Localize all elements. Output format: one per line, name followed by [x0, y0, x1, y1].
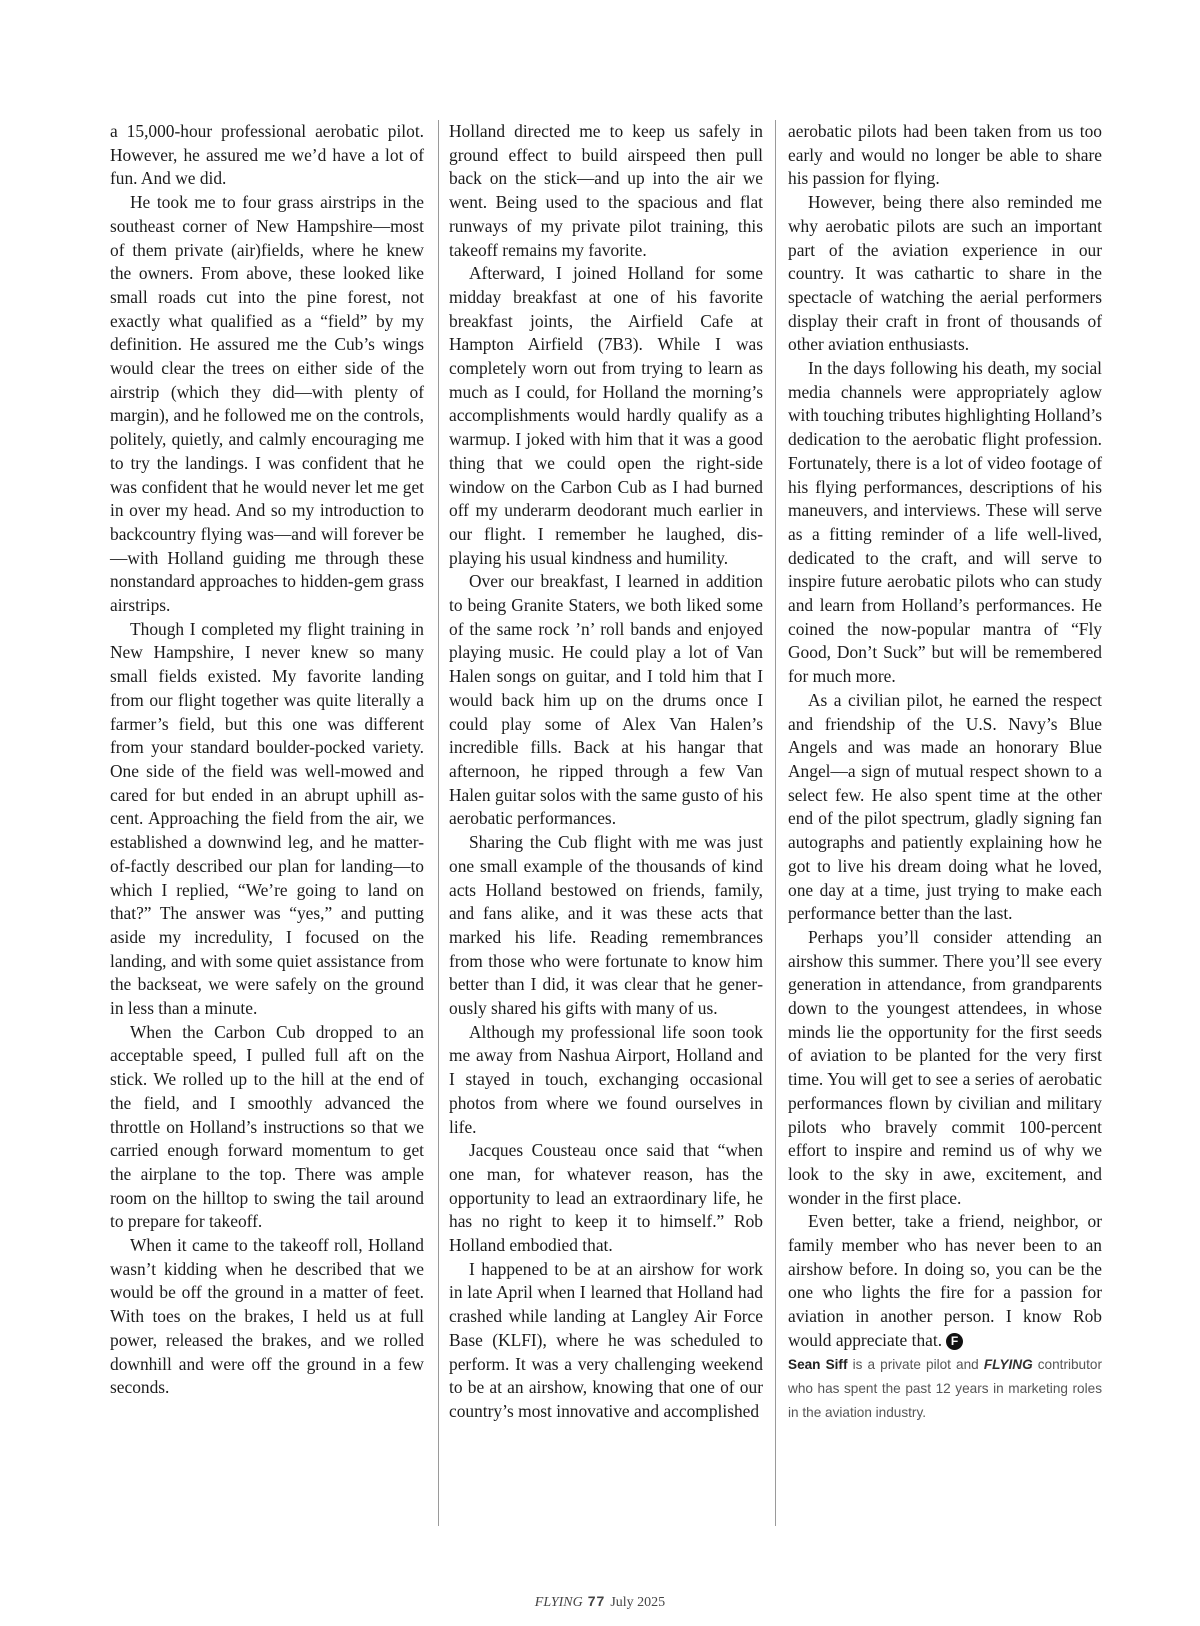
column-divider	[775, 120, 776, 1526]
article-paragraph: Although my professional life soon took me away from Nashua Airport, Holland and I stayed in touch, exchanging occasional photos from where we found ourselves in life.	[449, 1021, 763, 1137]
article-paragraph: Over our breakfast, I learned in addition to being Granite Staters, we both liked some of the same rock ’n’ roll bands and enjoyed playing music. He could play a lot of Van Halen songs on guitar, and I told him that I would back him up on the drums once I could play some of Alex Van Halen’s incredible fills. Back at his hangar that afternoon, he ripped through a few Van Halen guitar solos with the same gusto of his aerobatic performances.	[449, 571, 763, 829]
article-paragraph: Afterward, I joined Holland for some midday breakfast at one of his favorite breakfast joints, the Airfield Cafe at Hampton Airfield (7B3). While I was completely worn out from trying to learn as much as I could, for Holland the morning’s accomplishments would hardly qualify as a warmup. I joked with him that it was a good thing that we could open the right-side window on the Carbon Cub as I had burned off my underarm deodorant much earlier in our flight. I remember he laughed, displaying his usual kindness and humility.	[449, 263, 763, 568]
flying-logo-icon: F	[946, 1333, 963, 1350]
bio-text: is a private pilot and	[847, 1356, 984, 1372]
article-paragraph: Holland directed me to keep us safely in ground effect to build airspeed then pull back on the stick—and up into the air we went. Being used to the spacious and flat runways of my private pilot training, this takeoff remains my favorite.	[449, 121, 763, 260]
article-column-3	[788, 120, 1102, 1425]
author-name: Sean Siff	[788, 1356, 848, 1372]
bio-text: contributor who has spent the past 12 years in marketing roles in the aviation industry.	[788, 1356, 1102, 1420]
article-paragraph: Perhaps you’ll consider attending an airshow this summer. There you’ll see every generation in attendance, from grandparents down to the youngest attendees, in whose minds lie the opportunity for the first seeds of aviation to be planted for the very first time. You will get to see a series of aerobatic performances flown by civilian and military pilots who bravely commit 100-percent effort to inspire and remind us of why we look to the sky in awe, excitement, and wonder in the first place.	[788, 926, 1102, 1208]
author-bio	[788, 1353, 1102, 1425]
article-paragraph: a 15,000-hour professional aerobatic pilot. However, he assured me we’d have a lot of fun. And we did.	[110, 121, 424, 189]
footer-publication: FLYING	[534, 1595, 583, 1610]
article-paragraph: He took me to four grass airstrips in the southeast corner of New Hampshire—most of them private (air)fields, where he knew the owners. From above, these looked like small roads cut into the pine forest, not exactly what qualified as a “field” by my definition. He assured me the Cub’s wings would clear the trees on either side of the airstrip (which they did—with plenty of margin), and he followed me on the controls, politely, quietly, and calmly encouraging me to try the landings. I was confident that he was confident that he would never let me get in over my head. And so my introduction to backcountry flying was—and will forever be—with Holland guiding me through these nonstandard approaches to hidden-gem grass airstrips.	[110, 192, 424, 616]
article-paragraph: I happened to be at an airshow for work in late April when I learned that Holland had crashed while landing at Langley Air Force Base (KLFI), where he was scheduled to perform. It was a very challenging weekend to be at an airshow, knowing that one of our country’s most innovative and accomplished	[449, 1258, 763, 1421]
column-divider	[438, 120, 439, 1526]
article-paragraph: As a civilian pilot, he earned the respect and friendship of the U.S. Navy’s Blue Angels and was made an honorary Blue Angel—a sign of mutual respect shown to a select few. He also spent time at the other end of the pilot spectrum, gladly signing fan autographs and patiently explaining how he got to live his dream doing what he loved, one day at a time, just trying to make each performance better than the last.	[788, 689, 1102, 924]
article-paragraph-final	[788, 1210, 1102, 1352]
article-paragraph: Jacques Cousteau once said that “when one man, for whatever reason, has the opportunity to lead an extraordinary life, he has no right to keep it to himself.” Rob Holland embodied that.	[449, 1140, 763, 1256]
page-number: 77	[587, 1593, 606, 1609]
article-column-2	[449, 120, 763, 1424]
article-paragraph: When it came to the takeoff roll, Holland wasn’t kidding when he described that we would be off the ground in a matter of feet. With toes on the brakes, I held us at full power, released the brakes, and we rolled downhill and were off the ground in a few seconds.	[110, 1235, 424, 1398]
article-paragraph: Though I completed my flight training in New Hampshire, I never knew so many small fields existed. My favorite landing from our flight together was quite literally a farmer’s field, but this one was different from your standard boulder-pocked variety. One side of the field was well-mowed and cared for but ended in an abrupt uphill ascent. Approaching the field from the air, we established a downwind leg, and he matter-of-factly described our plan for landing—to which I replied, “We’re going to land on that?” The answer was “yes,” and putting aside my incredulity, I focused on the landing, and with some quiet assistance from the backseat, we were safely on the ground in less than a minute.	[110, 618, 424, 1019]
article-paragraph-text: Even better, take a friend, neighbor, or family member who has never been to an airshow before. In doing so, you can be the one who lights the fire for a passion for aviation in another person. I know Rob would appreciate that.	[788, 1211, 1102, 1350]
article-paragraph: When the Carbon Cub dropped to an acceptable speed, I pulled full aft on the stick. We rolled up to the hill at the end of the field, and I smoothly advanced the throttle on Holland’s instructions so that we carried enough forward momentum to get the airplane to the top. There was ample room on the hilltop to swing the tail around to prepare for takeoff.	[110, 1021, 424, 1232]
article-paragraph: In the days following his death, my social media channels were appropriately aglow with touching tributes highlighting Holland’s dedication to the aerobatic flight profession. Fortunately, there is a lot of video footage of his flying performances, descriptions of his maneuvers, and interviews. These will serve as a fitting reminder of a life well-lived, dedicated to the craft, and will serve to inspire future aerobatic pilots who can study and learn from Holland’s performances. He coined the now-popular mantra of “Fly Good, Don’t Suck” but will be remembered for much more.	[788, 358, 1102, 687]
article-paragraph: aerobatic pilots had been taken from us too early and would no longer be able to share his passion for flying.	[788, 121, 1102, 189]
page-footer	[0, 1593, 1200, 1611]
article-paragraph: Sharing the Cub flight with me was just one small example of the thousands of kind acts Holland bestowed on friends, family, and fans alike, and it was these acts that marked his life. Reading remembrances from those who were fortunate to know him better than I did, it was clear that he generously shared his gifts with many of us.	[449, 832, 763, 1019]
issue-date: July 2025	[610, 1595, 666, 1610]
article-column-1	[110, 120, 424, 1400]
article-paragraph: However, being there also reminded me why aerobatic pilots are such an important part of the aviation experience in our country. It was cathartic to share in the spectacle of watching the aerial performers display their craft in front of thousands of other aviation enthusiasts.	[788, 192, 1102, 355]
magazine-name: FLYING	[983, 1356, 1033, 1372]
